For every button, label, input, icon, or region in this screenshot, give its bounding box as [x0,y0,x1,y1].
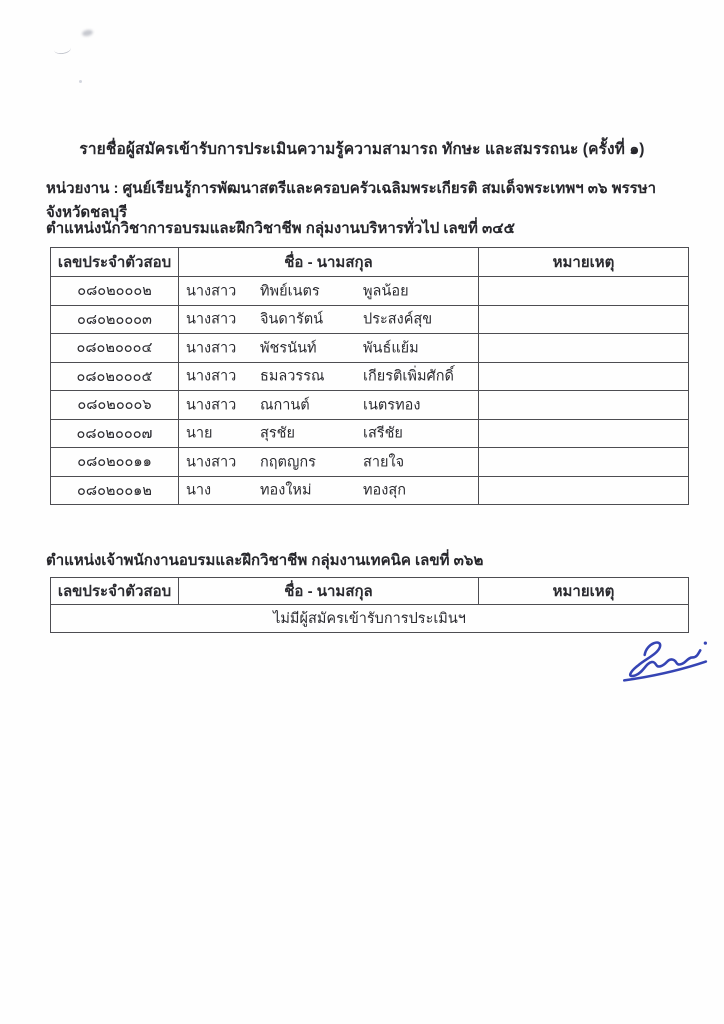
name-title: นางสาว [186,397,237,414]
name-cell [179,277,479,306]
table-row [51,362,689,391]
table-row [51,476,689,505]
column-header-exam-id: เลขประจำตัวสอบ [51,578,179,605]
name-cell [179,448,479,477]
column-header-remark: หมายเหตุ [479,578,689,605]
name-cell [179,362,479,391]
section2-heading: ตำแหน่งเจ้าพนักงานอบรมและฝึกวิชาชีพ กลุ่มงานเทคนิค เลขที่ ๓๖๒ [46,552,484,569]
last-name: ทองสุก [363,482,406,499]
remark-cell [479,391,689,420]
column-header-name: ชื่อ - นามสกุล [179,578,479,605]
name-title: นางสาว [186,454,237,471]
first-name: พัชรนันท์ [260,340,317,357]
exam-id-cell: ๐๘๐๒๐๐๐๒ [51,277,179,306]
column-header-name: ชื่อ - นามสกุล [179,248,479,277]
exam-id-cell: ๐๘๐๒๐๐๑๒ [51,476,179,505]
name-cell [179,419,479,448]
exam-id-cell: ๐๘๐๒๐๐๐๖ [51,391,179,420]
table-row [51,391,689,420]
last-name: พันธ์แย้ม [363,340,419,357]
page-title: รายชื่อผู้สมัครเข้ารับการประเมินความรู้ความสามารถ ทักษะ และสมรรถนะ (ครั้งที่ ๑) [79,141,645,158]
exam-id-cell: ๐๘๐๒๐๐๐๓ [51,305,179,334]
last-name: สายใจ [363,454,405,471]
applicants-table-2 [50,577,689,633]
first-name: กฤตญกร [260,454,316,471]
name-title: นางสาว [186,340,237,357]
first-name: ณกานต์ [260,397,310,414]
first-name: สุรชัย [260,425,295,442]
pencil-mark [53,43,71,56]
first-name: ทิพย์เนตร [260,283,320,300]
name-cell [179,334,479,363]
exam-id-cell: ๐๘๐๒๐๐๐๗ [51,419,179,448]
remark-cell [479,448,689,477]
name-cell [179,476,479,505]
first-name: ธมลวรรณ [260,368,325,385]
name-title: นางสาว [186,368,237,385]
pencil-mark [81,29,93,37]
empty-table-row [51,605,689,633]
name-title: นางสาว [186,311,237,328]
last-name: พูลน้อย [363,283,409,300]
section1-heading: ตำแหน่งนักวิชาการอบรมและฝึกวิชาชีพ กลุ่มงานบริหารทั่วไป เลขที่ ๓๔๕ [46,220,515,237]
name-title: นาง [186,482,212,499]
agency-line: หน่วยงาน : ศูนย์เรียนรู้การพัฒนาสตรีและครอบครัวเฉลิมพระเกียรติ สมเด็จพระเทพฯ ๓๖ พรรษา จังหวัดชลบุรี [46,180,657,221]
table-row [51,419,689,448]
column-header-exam-id: เลขประจำตัวสอบ [51,248,179,277]
name-title: นาย [186,425,213,442]
no-applicants-message: ไม่มีผู้สมัครเข้ารับการประเมินฯ [51,605,689,633]
table-row [51,305,689,334]
remark-cell [479,476,689,505]
remark-cell [479,362,689,391]
first-name: ทองใหม่ [260,482,312,499]
first-name: จินดารัตน์ [260,311,324,328]
signature-mark [611,633,713,687]
remark-cell [479,305,689,334]
name-cell [179,305,479,334]
name-cell [179,391,479,420]
last-name: เสรีชัย [363,425,403,442]
table-row [51,448,689,477]
exam-id-cell: ๐๘๐๒๐๐๑๑ [51,448,179,477]
last-name: เนตรทอง [363,397,421,414]
exam-id-cell: ๐๘๐๒๐๐๐๕ [51,362,179,391]
applicants-table-1 [50,247,689,505]
last-name: เกียรติเพิ่มศักดิ์ [363,368,454,385]
name-title: นางสาว [186,283,237,300]
column-header-remark: หมายเหตุ [479,248,689,277]
table-row [51,277,689,306]
exam-id-cell: ๐๘๐๒๐๐๐๔ [51,334,179,363]
remark-cell [479,277,689,306]
table-header-row [51,248,689,277]
table-header-row [51,578,689,605]
last-name: ประสงค์สุข [363,311,433,328]
remark-cell [479,419,689,448]
pencil-mark [79,80,82,83]
remark-cell [479,334,689,363]
table-row [51,334,689,363]
